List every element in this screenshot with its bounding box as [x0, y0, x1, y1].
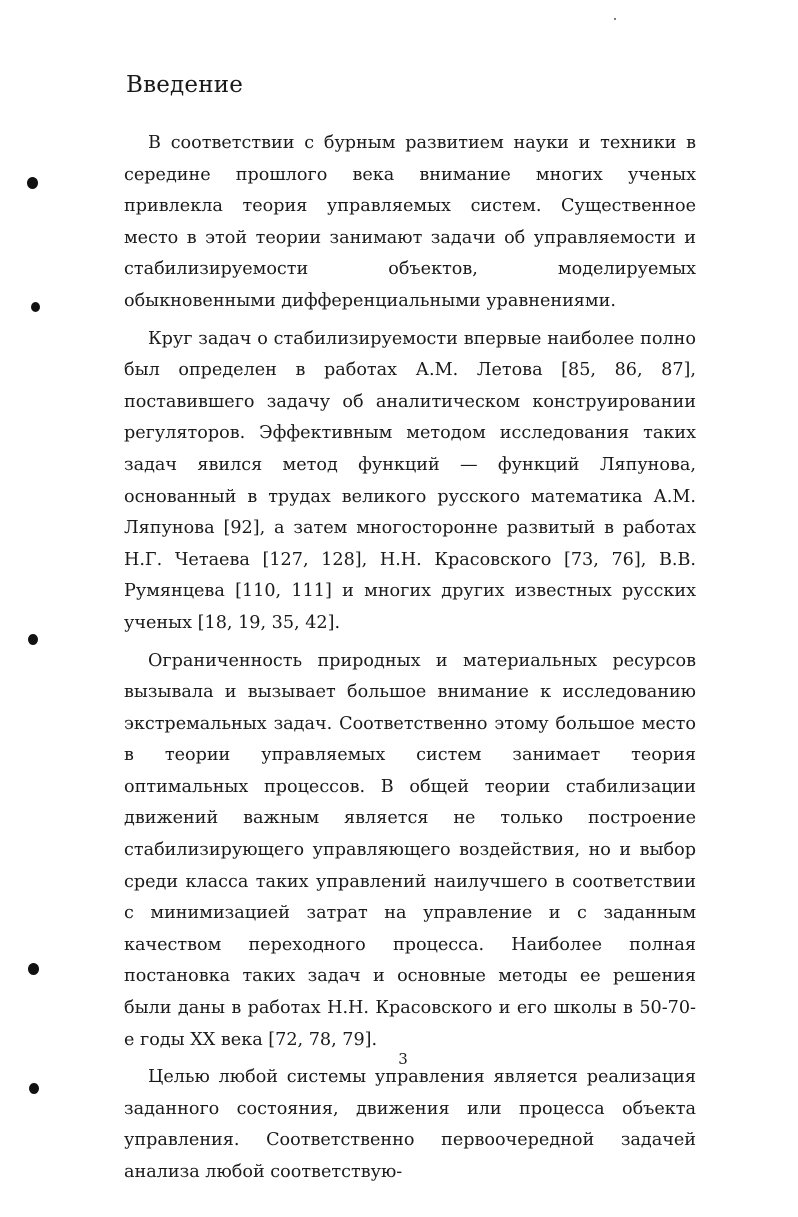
punch-hole-mark	[28, 634, 38, 645]
punch-hole-mark	[29, 1083, 39, 1094]
punch-hole-mark	[31, 302, 40, 312]
body-text	[124, 128, 696, 1195]
scan-speck	[614, 18, 616, 20]
paragraph-2: Круг задач о стабилизируемости впервые наиболее полно был определен в работах А.М. Летова [85, 86, 87], поставившего задачу об аналитическом конструировании регуляторов. Эффективным методом исследования таких задач явился метод функций — функций Ляпунова, основанный в трудах великого русского математика А.М. Ляпунова [92], а затем многосторонне развитый в работах Н.Г. Четаева [127, 128], Н.Н. Красовского [73, 76], В.В. Румянцева [110, 111] и многих других известных русских ученых [18, 19, 35, 42].	[124, 328, 696, 633]
section-heading: Введение	[126, 72, 244, 98]
paragraph-1: В соответствии с бурным развитием науки и техники в середине прошлого века внимание многих ученых привлекла теория управляемых систем. Существенное место в этой теории занимают задачи об управляемости и стабилизируемости объектов, моделируемых обыкновенными дифференциальными уравнениями.	[124, 133, 696, 311]
punch-hole-mark	[27, 177, 38, 189]
paragraph-4: Целью любой системы управления является реализация заданного состояния, движения или процесса объекта управления. Соответственно первоочередной задачей анализа любой соответствую-	[124, 1067, 696, 1182]
punch-hole-mark	[28, 963, 39, 975]
paragraph-3: Ограниченность природных и материальных ресурсов вызывала и вызывает большое внимание к исследованию экстремальных задач. Соответственно этому большое место в теории управляемых систем занимает теория оптимальных процессов. В общей теории стабилизации движений важным является не только построение стабилизирующего управляющего воздействия, но и выбор среди класса таких управлений наилучшего в соответствии с минимизацией затрат на управление и с заданным качеством переходного процесса. Наиболее полная постановка таких задач и основные методы ее решения были даны в работах Н.Н. Красовского и его школы в 50-70-е годы XX века [72, 78, 79].	[124, 650, 696, 1050]
page-number: 3	[398, 1050, 408, 1068]
